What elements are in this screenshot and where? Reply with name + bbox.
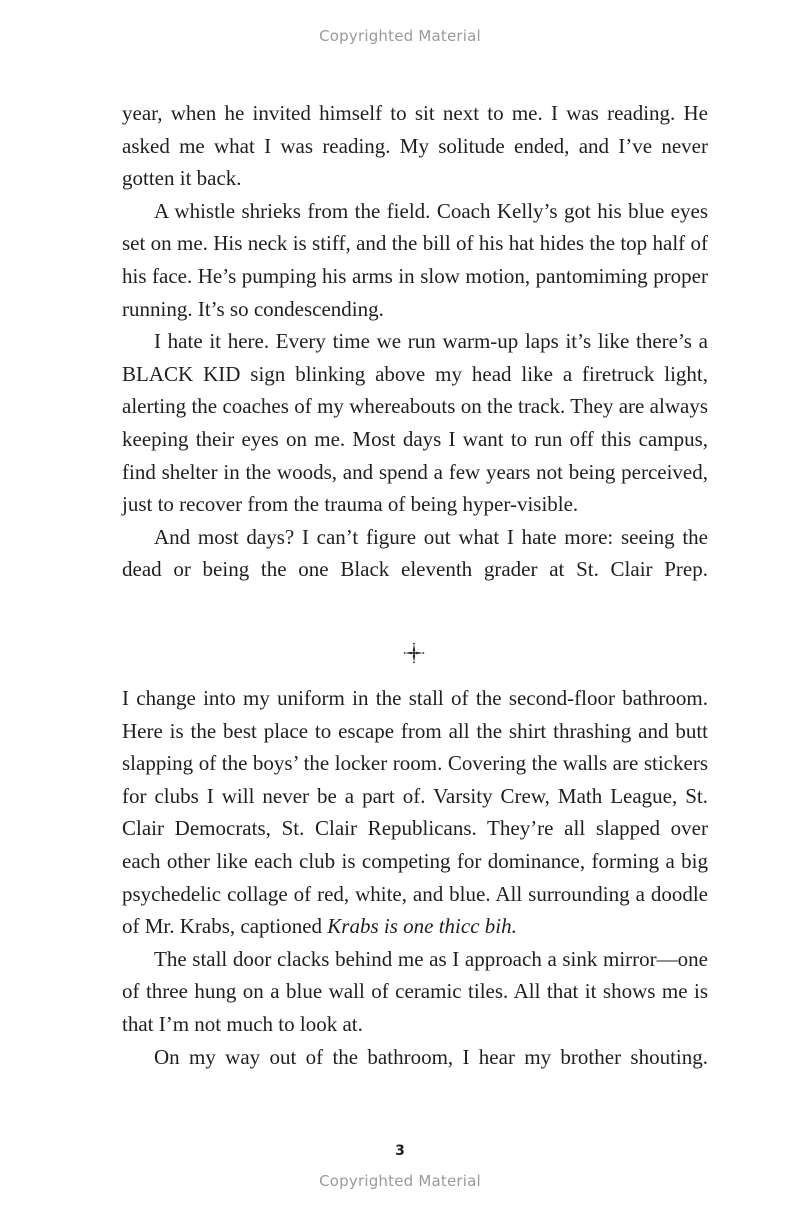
copyright-watermark-top: Copyrighted Material (319, 27, 481, 45)
copyright-watermark-bottom: Copyrighted Material (319, 1172, 481, 1190)
doodle-caption: Krabs is one thicc bih. (327, 914, 517, 939)
paragraph-brother-shouting: On my way out of the bathroom, I hear my brother shouting. (154, 1044, 708, 1069)
paragraph-whistle: A whistle shrieks from the field. Coach Kelly’s got his blue eyes set on me. His neck is stiff, and the bill of his hat hides the top half of his face. He’s pumping his arms in slow motion, pantomiming proper running. It’s so condescending. (122, 198, 708, 321)
page-number: 3 (395, 1143, 405, 1159)
paragraph-bathroom-stall (122, 682, 708, 943)
section-one-text (122, 97, 708, 586)
paragraph-bathroom-stall-main: I change into my uniform in the stall of the second-floor bathroom. Here is the best place to escape from all the shirt thrashing and butt slapping of the boys’ the locker room. Covering the walls are stickers for clubs I will never be a part of. Varsity Crew, Math League, St. Clair Democrats, St. Clair Republicans. They’re all slapped over each other like each club is competing for dominance, forming a big psychedelic collage of red, white, and blue. All surrounding a doodle of Mr. Krabs, captioned (122, 686, 708, 939)
fleuron-ornament-icon (402, 641, 426, 665)
paragraph-continuation: year, when he invited himself to sit next to me. I was reading. He asked me what I was reading. My solitude ended, and I’ve never gotten it back. (122, 101, 708, 191)
paragraph-most-days: And most days? I can’t figure out what I hate more: seeing the dead or being the one Black eleventh grader at St. Clair Prep. (122, 524, 708, 582)
section-two-text (122, 682, 708, 1073)
paragraph-sink-mirror: The stall door clacks behind me as I approach a sink mirror—one of three hung on a blue wall of ceramic tiles. All that it shows me is that I’m not much to look at. (122, 946, 708, 1036)
paragraph-hate-it-here: I hate it here. Every time we run warm-up laps it’s like there’s a BLACK KID sign blinking above my head like a firetruck light, alerting the coaches of my whereabouts on the track. They are always keeping their eyes on me. Most days I want to run off this campus, find shelter in the woods, and spend a few years not being perceived, just to recover from the trauma of being hyper-visible. (122, 329, 708, 517)
